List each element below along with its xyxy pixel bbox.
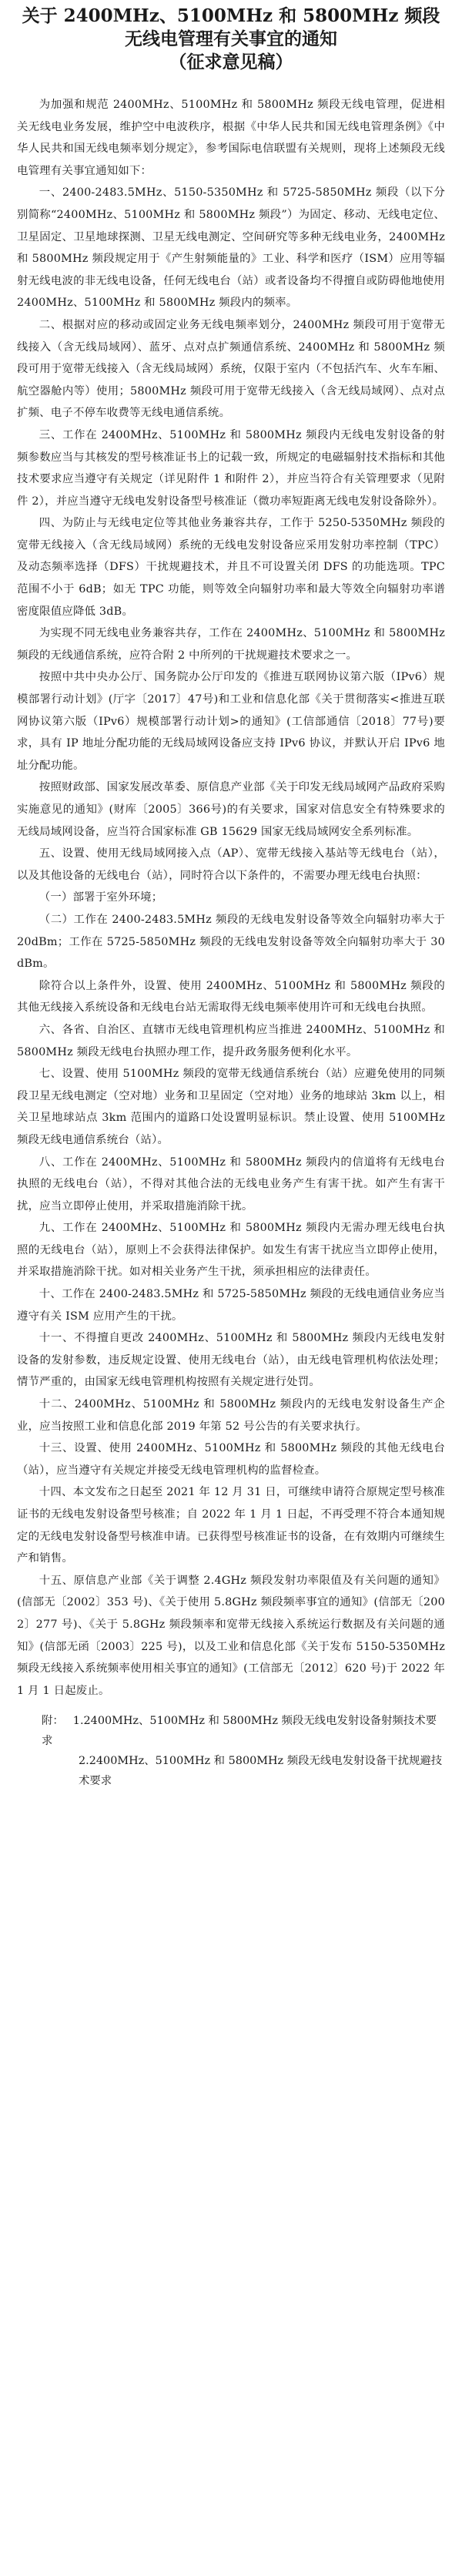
title-line: 关于 2400MHz、5100MHz 和 5800MHz 频段 (22, 5, 440, 26)
paragraph: 除符合以上条件外，设置、使用 2400MHz、5100MHz 和 5800MHz 频段的其他无线接入系统设备和无线电台站无需取得无线电频率使用许可和无线电台执照。 (17, 979, 445, 1015)
attachments-label: 附： (42, 1715, 64, 1728)
attachment-item (17, 1751, 445, 1791)
paragraph: 十五、原信息产业部《关于调整 2.4GHz 频段发射功率限值及有关问题的通知》(信部无〔2002〕353 号)、《关于使用 5.8GHz 频段频率事宜的通知》(信部无〔2002〕277 号)、《关于 5.8GHz 频段频率和宽带无线接入系统运行数据及有关问题的通知》(信部无函〔2003〕225 号)，以及工业和信息化部《关于发布 5150-5350MHz 频段无线接入系统频率使用相关事宜的通知》(工信部无〔2012〕620 号)于 2022 年 1 月 1 日起废止。 (17, 1574, 445, 1697)
paragraph: 为加强和规范 2400MHz、5100MHz 和 5800MHz 频段无线电管理，促进相关无线电业务发展，维护空中电波秩序，根据《中华人民共和国无线电管理条例》《中华人民共和国无线电频率划分规定》，参考国际电信联盟有关规则，现将上述频段无线电管理有关事宜通知如下： (17, 99, 445, 177)
paragraph: 十、工作在 2400-2483.5MHz 和 5725-5850MHz 频段的无线电通信业务应当遵守有关 ISM 应用产生的干扰。 (17, 1288, 445, 1323)
paragraph: 八、工作在 2400MHz、5100MHz 和 5800MHz 频段内的信道将有无线电台执照的无线电台（站），不得对其他合法的无线电业务产生有害干扰。如产生有害干扰，应当立即停止使用，并采取措施消除干扰。 (17, 1156, 445, 1213)
notice-title (17, 5, 445, 74)
attachment-title: 2.2400MHz、5100MHz 和 5800MHz 频段无线电发射设备干扰规避技术要求 (79, 1755, 443, 1788)
paragraph: （二）工作在 2400-2483.5MHz 频段的无线电发射设备等效全向辐射功率大于 20dBm；工作在 5725-5850MHz 频段的无线电发射设备等效全向辐射功率大于 30dBm。 (17, 913, 445, 971)
paragraph: 按照财政部、国家发展改革委、原信息产业部《关于印发无线局域网产品政府采购实施意见的通知》(财库〔2005〕366号)的有关要求，国家对信息安全有特殊要求的无线局域网设备，应当符合国家标准 GB 15629 国家无线局域网安全系列标准。 (17, 781, 445, 838)
paragraph: 十二、2400MHz、5100MHz 和 5800MHz 频段内的无线电发射设备生产企业，应当按照工业和信息化部 2019 年第 52 号公告的有关要求执行。 (17, 1398, 445, 1433)
paragraph: 五、设置、使用无线局域网接入点（AP）、宽带无线接入基站等无线电台（站），以及其他设备的无线电台（站），同时符合以下条件的，不需要办理无线电台执照： (17, 847, 445, 882)
paragraph: 十一、不得擅自更改 2400MHz、5100MHz 和 5800MHz 频段内无线电发射设备的发射参数，违反规定设置、使用无线电台（站），由无线电管理机构依法处理；情节严重的，由国家无线电管理机构按照有关规定进行处罚。 (17, 1332, 445, 1389)
paragraph: 二、根据对应的移动或固定业务无线电频率划分，2400MHz 频段可用于宽带无线接入（含无线局域网）、蓝牙、点对点扩频通信系统、2400MHz 和 5800MHz 频段可用于宽带无线接入（含无线局域网）系统，仅限于室内（不包括汽车、火车车厢、航空器舱内等）使用；5800MHz 频段可用于宽带无线接入（含无线局域网）、点对点扩频、电子不停车收费等无线电通信系统。 (17, 318, 445, 420)
paragraph: 四、为防止与无线电定位等其他业务兼容共存，工作于 5250-5350MHz 频段的宽带无线接入（含无线局域网）系统的无线电发射设备应采用发射功率控制（TPC）及动态频率选择（DFS）干扰规避技术，并且不可设置关闭 DFS 的功能选项。TPC 范围不小于 6dB；如无 TPC 功能，则等效全向辐射功率和最大等效全向辐射功率谱密度限值应降低 3dB。 (17, 517, 445, 618)
attachment-item (17, 1711, 445, 1751)
title-line: （征求意见稿） (169, 52, 293, 72)
paragraph: 为实现不同无线电业务兼容共存，工作在 2400MHz、5100MHz 和 5800MHz 频段的无线通信系统，应符合附 2 中所列的干扰规避技术要求之一。 (17, 627, 445, 662)
notice-body (17, 94, 445, 1702)
paragraph: 三、工作在 2400MHz、5100MHz 和 5800MHz 频段内无线电发射设备的射频参数应当与其核发的型号核准证书上的记载一致，所规定的电磁辐射技术指标和其他技术要求应当遵守有关规定（详见附件 1 和附件 2），并应当符合有关管理要求（见附件 2），并应当遵守无线电发射设备型号核准证（微功率短距离无线电发射设备除外）。 (17, 428, 445, 508)
paragraph: 六、各省、自治区、直辖市无线电管理机构应当推进 2400MHz、5100MHz 和 5800MHz 频段无线电台执照办理工作，提升政务服务便利化水平。 (17, 1023, 445, 1058)
title-line: 无线电管理有关事宜的通知 (125, 29, 337, 49)
attachments (17, 1711, 445, 1791)
paragraph: 按照中共中央办公厅、国务院办公厅印发的《推进互联网协议第六版（IPv6）规模部署行动计划》(厅字〔2017〕47号)和工业和信息化部《关于贯彻落实<推进互联网协议第六版（IPv6）规模部署行动计划>的通知》(工信部通信〔2018〕77号)要求，具有 IP 地址分配功能的无线局域网设备应支持 IPv6 协议，并默认开启 IPv6 地址分配功能。 (17, 671, 445, 772)
paragraph: 十四、本文发布之日起至 2021 年 12 月 31 日，可继续申请符合原规定型号核准证书的无线电发射设备型号核准；自 2022 年 1 月 1 日起，不再受理不符合本通知规定的无线电发射设备型号核准申请。已获得型号核准证书的设备，在有效期内可继续生产和销售。 (17, 1486, 445, 1565)
paragraph: 七、设置、使用 5100MHz 频段的宽带无线通信系统台（站）应避免使用的同频段卫星无线电测定（空对地）业务和卫星固定（空对地）业务的地球站 3km 以上，相关卫星地球站点 3km 范围内的道路口处设置明显标识。禁止设置、使用 5100MHz 频段无线电通信系统台（站）。 (17, 1068, 445, 1146)
attachment-title: 1.2400MHz、5100MHz 和 5800MHz 频段无线电发射设备射频技术要求 (42, 1715, 437, 1748)
paragraph: 九、工作在 2400MHz、5100MHz 和 5800MHz 频段内无需办理无线电台执照的无线电台（站），原则上不会获得法律保护。如发生有害干扰应当立即停止使用，并采取措施消除干扰。如对相关业务产生干扰，须承担相应的法律责任。 (17, 1222, 445, 1279)
paragraph: 十三、设置、使用 2400MHz、5100MHz 和 5800MHz 频段的其他无线电台（站），应当遵守有关规定并接受无线电管理机构的监督检查。 (17, 1442, 445, 1477)
paragraph: （一）部署于室外环境； (38, 891, 163, 904)
paragraph: 一、2400-2483.5MHz、5150-5350MHz 和 5725-5850MHz 频段（以下分别简称“2400MHz、5100MHz 和 5800MHz 频段”）为固定、移动、无线电定位、卫星固定、卫星地球探测、卫星无线电测定、空间研究等多种无线电业务，2400MHz 和 5800MHz 频段规定用于《产生射频能量的》工业、科学和医疗（ISM）应用等辐射无线电波的非无线电设备，任何无线电台（站）或者设备均不得擅自或防碍他地使用 2400MHz、5100MHz 和 5800MHz 频段内的频率。 (17, 186, 445, 310)
